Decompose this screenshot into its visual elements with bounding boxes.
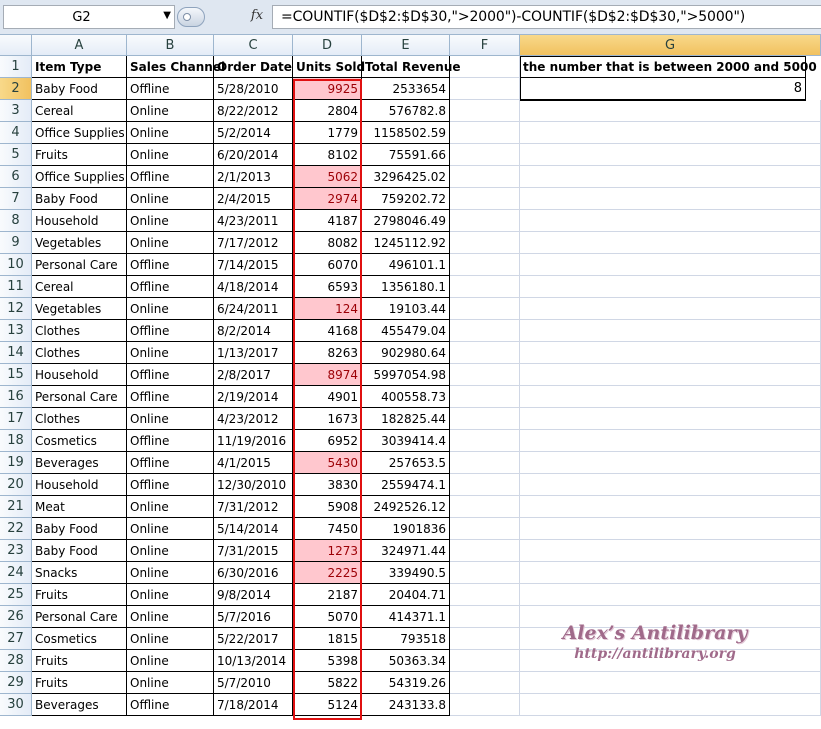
cell-empty[interactable]	[450, 628, 520, 650]
cell-empty[interactable]	[520, 276, 821, 298]
cell-empty[interactable]	[450, 122, 520, 144]
table-cell[interactable]: Cereal	[32, 100, 127, 122]
row-header-23[interactable]: 23	[0, 540, 32, 562]
cell-empty[interactable]	[450, 672, 520, 694]
table-cell[interactable]: Online	[127, 562, 214, 584]
table-cell[interactable]: Household	[32, 364, 127, 386]
cell-empty[interactable]	[520, 386, 821, 408]
table-cell[interactable]: 5/28/2010	[214, 78, 293, 100]
table-cell[interactable]: 54319.26	[362, 672, 450, 694]
table-cell[interactable]: Online	[127, 188, 214, 210]
formula-bar-resize-grip[interactable]	[177, 7, 205, 27]
table-cell[interactable]: 1901836	[362, 518, 450, 540]
cell-empty[interactable]	[450, 518, 520, 540]
table-cell[interactable]: 7450	[293, 518, 362, 540]
table-cell[interactable]: 5/2/2014	[214, 122, 293, 144]
table-cell[interactable]: Vegetables	[32, 298, 127, 320]
cell-empty[interactable]	[520, 496, 821, 518]
table-cell[interactable]: 2533654	[362, 78, 450, 100]
table-cell[interactable]: 124	[293, 298, 362, 320]
table-cell[interactable]: Online	[127, 342, 214, 364]
table-cell[interactable]: 759202.72	[362, 188, 450, 210]
row-header-18[interactable]: 18	[0, 430, 32, 452]
row-header-12[interactable]: 12	[0, 298, 32, 320]
cell-empty[interactable]	[520, 584, 821, 606]
table-cell[interactable]: Clothes	[32, 320, 127, 342]
table-cell[interactable]: Offline	[127, 276, 214, 298]
cell-empty[interactable]	[520, 562, 821, 584]
table-cell[interactable]: 75591.66	[362, 144, 450, 166]
cell-empty[interactable]	[520, 430, 821, 452]
table-cell[interactable]: 243133.8	[362, 694, 450, 716]
g1-label-cell[interactable]: the number that is between 2000 and 5000	[520, 56, 806, 78]
table-cell[interactable]: Baby Food	[32, 518, 127, 540]
table-cell[interactable]: Cosmetics	[32, 430, 127, 452]
table-cell[interactable]: 2225	[293, 562, 362, 584]
row-header-6[interactable]: 6	[0, 166, 32, 188]
cell-empty[interactable]	[450, 364, 520, 386]
g-column-bordered-range	[520, 56, 806, 101]
table-cell[interactable]: Offline	[127, 694, 214, 716]
table-cell[interactable]: Fruits	[32, 672, 127, 694]
table-cell[interactable]: Household	[32, 474, 127, 496]
table-cell[interactable]: 4168	[293, 320, 362, 342]
table-cell[interactable]: Cereal	[32, 276, 127, 298]
table-cell[interactable]: Fruits	[32, 650, 127, 672]
table-cell[interactable]: Beverages	[32, 694, 127, 716]
table-cell[interactable]: 576782.8	[362, 100, 450, 122]
table-cell[interactable]: 3296425.02	[362, 166, 450, 188]
cell-empty[interactable]	[520, 122, 821, 144]
cell-empty[interactable]	[450, 496, 520, 518]
table-cell[interactable]: Personal Care	[32, 386, 127, 408]
table-cell[interactable]: Offline	[127, 320, 214, 342]
row-header-9[interactable]: 9	[0, 232, 32, 254]
formula-text: =COUNTIF($D$2:$D$30,">2000")-COUNTIF($D$2:$D$30,">5000")	[281, 9, 746, 25]
cell-empty[interactable]	[450, 320, 520, 342]
table-cell[interactable]: Offline	[127, 452, 214, 474]
table-header-cell[interactable]: Order Date	[214, 56, 293, 78]
table-cell[interactable]: Offline	[127, 254, 214, 276]
cell-empty[interactable]	[520, 298, 821, 320]
table-cell[interactable]: 2798046.49	[362, 210, 450, 232]
column-header-e[interactable]: E	[362, 35, 450, 56]
grip-dot-icon	[183, 13, 191, 21]
cell-empty[interactable]	[450, 232, 520, 254]
column-header-g[interactable]: G	[520, 35, 821, 56]
table-header-cell[interactable]: Units Sold	[293, 56, 362, 78]
table-cell[interactable]: 8082	[293, 232, 362, 254]
table-cell[interactable]: Online	[127, 518, 214, 540]
table-cell[interactable]: Office Supplies	[32, 122, 127, 144]
table-cell[interactable]: Household	[32, 210, 127, 232]
cell-empty[interactable]	[520, 364, 821, 386]
table-cell[interactable]: 6/20/2014	[214, 144, 293, 166]
row-header-29[interactable]: 29	[0, 672, 32, 694]
insert-function-button[interactable]: fx	[250, 8, 264, 23]
table-cell[interactable]: Personal Care	[32, 254, 127, 276]
table-cell[interactable]: Online	[127, 584, 214, 606]
table-cell[interactable]: Online	[127, 672, 214, 694]
cell-empty[interactable]	[450, 540, 520, 562]
table-cell[interactable]: 6/30/2016	[214, 562, 293, 584]
cell-empty[interactable]	[450, 694, 520, 716]
formula-bar	[0, 0, 821, 35]
table-cell[interactable]: Cosmetics	[32, 628, 127, 650]
table-cell[interactable]: Baby Food	[32, 188, 127, 210]
table-cell[interactable]: 7/31/2012	[214, 496, 293, 518]
cell-empty[interactable]	[450, 298, 520, 320]
row-header-26[interactable]: 26	[0, 606, 32, 628]
table-cell[interactable]: 5062	[293, 166, 362, 188]
table-cell[interactable]: Fruits	[32, 144, 127, 166]
table-cell[interactable]: Baby Food	[32, 540, 127, 562]
row-header-22[interactable]: 22	[0, 518, 32, 540]
table-cell[interactable]: 2/19/2014	[214, 386, 293, 408]
table-cell[interactable]: Office Supplies	[32, 166, 127, 188]
table-cell[interactable]: 8/2/2014	[214, 320, 293, 342]
cell-empty[interactable]	[450, 276, 520, 298]
row-header-10[interactable]: 10	[0, 254, 32, 276]
table-cell[interactable]: Baby Food	[32, 78, 127, 100]
table-cell[interactable]: 1/13/2017	[214, 342, 293, 364]
row-header-11[interactable]: 11	[0, 276, 32, 298]
row-header-27[interactable]: 27	[0, 628, 32, 650]
table-cell[interactable]: 1356180.1	[362, 276, 450, 298]
cell-empty[interactable]	[450, 430, 520, 452]
row-header-15[interactable]: 15	[0, 364, 32, 386]
table-cell[interactable]: 2187	[293, 584, 362, 606]
cell-empty[interactable]	[520, 166, 821, 188]
table-cell[interactable]: 2559474.1	[362, 474, 450, 496]
table-cell[interactable]: 257653.5	[362, 452, 450, 474]
table-cell[interactable]: 10/13/2014	[214, 650, 293, 672]
cell-empty[interactable]	[450, 584, 520, 606]
table-cell[interactable]: 5/14/2014	[214, 518, 293, 540]
cell-empty[interactable]	[520, 210, 821, 232]
table-cell[interactable]: 2/8/2017	[214, 364, 293, 386]
table-cell[interactable]: 400558.73	[362, 386, 450, 408]
cell-empty[interactable]	[450, 650, 520, 672]
table-cell[interactable]: Online	[127, 232, 214, 254]
row-header-21[interactable]: 21	[0, 496, 32, 518]
row-header-20[interactable]: 20	[0, 474, 32, 496]
row-header-24[interactable]: 24	[0, 562, 32, 584]
table-cell[interactable]: Online	[127, 100, 214, 122]
cell-empty[interactable]	[450, 342, 520, 364]
table-cell[interactable]: 9925	[293, 78, 362, 100]
table-cell[interactable]: 2492526.12	[362, 496, 450, 518]
table-cell[interactable]: Online	[127, 144, 214, 166]
watermark-title: Alex’s Antilibrary	[562, 622, 748, 644]
cell-empty[interactable]	[520, 694, 821, 716]
cell-empty[interactable]	[520, 474, 821, 496]
row-header-2[interactable]: 2	[0, 78, 32, 100]
cell-empty[interactable]	[450, 78, 520, 100]
table-cell[interactable]: Online	[127, 210, 214, 232]
table-cell[interactable]: 496101.1	[362, 254, 450, 276]
cell-empty[interactable]	[450, 188, 520, 210]
table-cell[interactable]: Offline	[127, 386, 214, 408]
table-cell[interactable]: 4/1/2015	[214, 452, 293, 474]
table-cell[interactable]: 324971.44	[362, 540, 450, 562]
table-cell[interactable]: 4/18/2014	[214, 276, 293, 298]
cell-empty[interactable]	[520, 254, 821, 276]
table-cell[interactable]: Online	[127, 408, 214, 430]
cell-empty[interactable]	[450, 606, 520, 628]
table-cell[interactable]: 4/23/2012	[214, 408, 293, 430]
table-cell[interactable]: 5997054.98	[362, 364, 450, 386]
cell-empty[interactable]	[520, 232, 821, 254]
watermark-url: http://antilibrary.org	[574, 646, 736, 662]
row-header-19[interactable]: 19	[0, 452, 32, 474]
table-cell[interactable]: 5908	[293, 496, 362, 518]
table-cell[interactable]: 414371.1	[362, 606, 450, 628]
table-cell[interactable]: 4901	[293, 386, 362, 408]
table-cell[interactable]: 7/31/2015	[214, 540, 293, 562]
table-cell[interactable]: Clothes	[32, 408, 127, 430]
row-header-30[interactable]: 30	[0, 694, 32, 716]
table-cell[interactable]: 5/7/2016	[214, 606, 293, 628]
cell-empty[interactable]	[520, 320, 821, 342]
name-box-value: G2	[72, 10, 91, 25]
cell-empty[interactable]	[450, 562, 520, 584]
table-cell[interactable]: Offline	[127, 78, 214, 100]
table-cell[interactable]: 6593	[293, 276, 362, 298]
cell-empty[interactable]	[520, 452, 821, 474]
table-cell[interactable]: 4/23/2011	[214, 210, 293, 232]
table-cell[interactable]: Online	[127, 606, 214, 628]
row-header-3[interactable]: 3	[0, 100, 32, 122]
table-cell[interactable]: 5430	[293, 452, 362, 474]
table-cell[interactable]: 6/24/2011	[214, 298, 293, 320]
column-header-a[interactable]: A	[32, 35, 127, 56]
watermark	[560, 622, 750, 662]
table-cell[interactable]: 2/1/2013	[214, 166, 293, 188]
table-cell[interactable]: 5070	[293, 606, 362, 628]
table-cell[interactable]: 902980.64	[362, 342, 450, 364]
table-cell[interactable]: Meat	[32, 496, 127, 518]
table-cell[interactable]: Clothes	[32, 342, 127, 364]
cell-empty[interactable]	[450, 408, 520, 430]
table-cell[interactable]: 19103.44	[362, 298, 450, 320]
dropdown-arrow-icon[interactable]: ▼	[163, 10, 171, 21]
table-cell[interactable]: Snacks	[32, 562, 127, 584]
cell-empty[interactable]	[520, 540, 821, 562]
row-header-16[interactable]: 16	[0, 386, 32, 408]
table-cell[interactable]: 12/30/2010	[214, 474, 293, 496]
table-cell[interactable]: 9/8/2014	[214, 584, 293, 606]
table-cell[interactable]: 339490.5	[362, 562, 450, 584]
cell-empty[interactable]	[520, 518, 821, 540]
table-cell[interactable]: 8/22/2012	[214, 100, 293, 122]
formula-input[interactable]	[272, 5, 821, 29]
name-box[interactable]	[3, 5, 175, 29]
table-cell[interactable]: 1779	[293, 122, 362, 144]
table-cell[interactable]: 182825.44	[362, 408, 450, 430]
table-cell[interactable]: Online	[127, 540, 214, 562]
cell-empty[interactable]	[450, 166, 520, 188]
table-cell[interactable]: 7/14/2015	[214, 254, 293, 276]
table-cell[interactable]: 5/7/2010	[214, 672, 293, 694]
cell-empty[interactable]	[520, 672, 821, 694]
cell-empty[interactable]	[450, 452, 520, 474]
table-cell[interactable]: 4187	[293, 210, 362, 232]
table-cell[interactable]: 3830	[293, 474, 362, 496]
cell-empty[interactable]	[450, 254, 520, 276]
table-cell[interactable]: 5822	[293, 672, 362, 694]
table-header-cell[interactable]: Item Type	[32, 56, 127, 78]
cell-empty[interactable]	[450, 56, 520, 78]
table-header-cell[interactable]: Total Revenue	[362, 56, 450, 78]
table-cell[interactable]: Online	[127, 628, 214, 650]
table-cell[interactable]: 20404.71	[362, 584, 450, 606]
cell-empty[interactable]	[450, 474, 520, 496]
g2-result-cell[interactable]: 8	[520, 78, 806, 100]
table-cell[interactable]: 1273	[293, 540, 362, 562]
cell-empty[interactable]	[520, 342, 821, 364]
cell-empty[interactable]	[450, 210, 520, 232]
table-cell[interactable]: 8102	[293, 144, 362, 166]
table-cell[interactable]: 1245112.92	[362, 232, 450, 254]
row-header-14[interactable]: 14	[0, 342, 32, 364]
row-header-7[interactable]: 7	[0, 188, 32, 210]
table-cell[interactable]: 1815	[293, 628, 362, 650]
table-cell[interactable]: 5398	[293, 650, 362, 672]
table-cell[interactable]: Offline	[127, 430, 214, 452]
table-cell[interactable]: 6070	[293, 254, 362, 276]
table-cell[interactable]: 3039414.4	[362, 430, 450, 452]
table-cell[interactable]: 5124	[293, 694, 362, 716]
cell-empty[interactable]	[450, 144, 520, 166]
table-cell[interactable]: Beverages	[32, 452, 127, 474]
table-cell[interactable]: 7/17/2012	[214, 232, 293, 254]
table-cell[interactable]: 6952	[293, 430, 362, 452]
row-header-1[interactable]: 1	[0, 56, 32, 78]
table-header-cell[interactable]: Sales Channel	[127, 56, 214, 78]
row-header-25[interactable]: 25	[0, 584, 32, 606]
table-cell[interactable]: 50363.34	[362, 650, 450, 672]
row-header-17[interactable]: 17	[0, 408, 32, 430]
cell-empty[interactable]	[450, 100, 520, 122]
column-header-d[interactable]: D	[293, 35, 362, 56]
table-cell[interactable]: 2/4/2015	[214, 188, 293, 210]
table-cell[interactable]: 793518	[362, 628, 450, 650]
cell-empty[interactable]	[450, 386, 520, 408]
table-cell[interactable]: 8974	[293, 364, 362, 386]
table-cell[interactable]: Online	[127, 298, 214, 320]
table-cell[interactable]: Offline	[127, 364, 214, 386]
table-cell[interactable]: Online	[127, 122, 214, 144]
table-cell[interactable]: 1673	[293, 408, 362, 430]
table-cell[interactable]: Personal Care	[32, 606, 127, 628]
row-header-4[interactable]: 4	[0, 122, 32, 144]
cell-empty[interactable]	[520, 100, 821, 122]
cell-empty[interactable]	[520, 144, 821, 166]
table-cell[interactable]: 7/18/2014	[214, 694, 293, 716]
cell-empty[interactable]	[520, 408, 821, 430]
row-header-28[interactable]: 28	[0, 650, 32, 672]
column-header-f[interactable]: F	[450, 35, 520, 56]
table-cell[interactable]: 1158502.59	[362, 122, 450, 144]
select-all-corner[interactable]	[0, 35, 32, 56]
row-header-5[interactable]: 5	[0, 144, 32, 166]
table-cell[interactable]: Offline	[127, 474, 214, 496]
table-cell[interactable]: Offline	[127, 166, 214, 188]
table-cell[interactable]: 5/22/2017	[214, 628, 293, 650]
table-cell[interactable]: Online	[127, 496, 214, 518]
table-cell[interactable]: 8263	[293, 342, 362, 364]
table-cell[interactable]: Vegetables	[32, 232, 127, 254]
table-cell[interactable]: 11/19/2016	[214, 430, 293, 452]
table-cell[interactable]: 2974	[293, 188, 362, 210]
row-header-8[interactable]: 8	[0, 210, 32, 232]
row-header-13[interactable]: 13	[0, 320, 32, 342]
column-header-b[interactable]: B	[127, 35, 214, 56]
table-cell[interactable]: Fruits	[32, 584, 127, 606]
table-cell[interactable]: 455479.04	[362, 320, 450, 342]
column-header-c[interactable]: C	[214, 35, 293, 56]
cell-empty[interactable]	[520, 188, 821, 210]
table-cell[interactable]: Online	[127, 650, 214, 672]
table-cell[interactable]: 2804	[293, 100, 362, 122]
